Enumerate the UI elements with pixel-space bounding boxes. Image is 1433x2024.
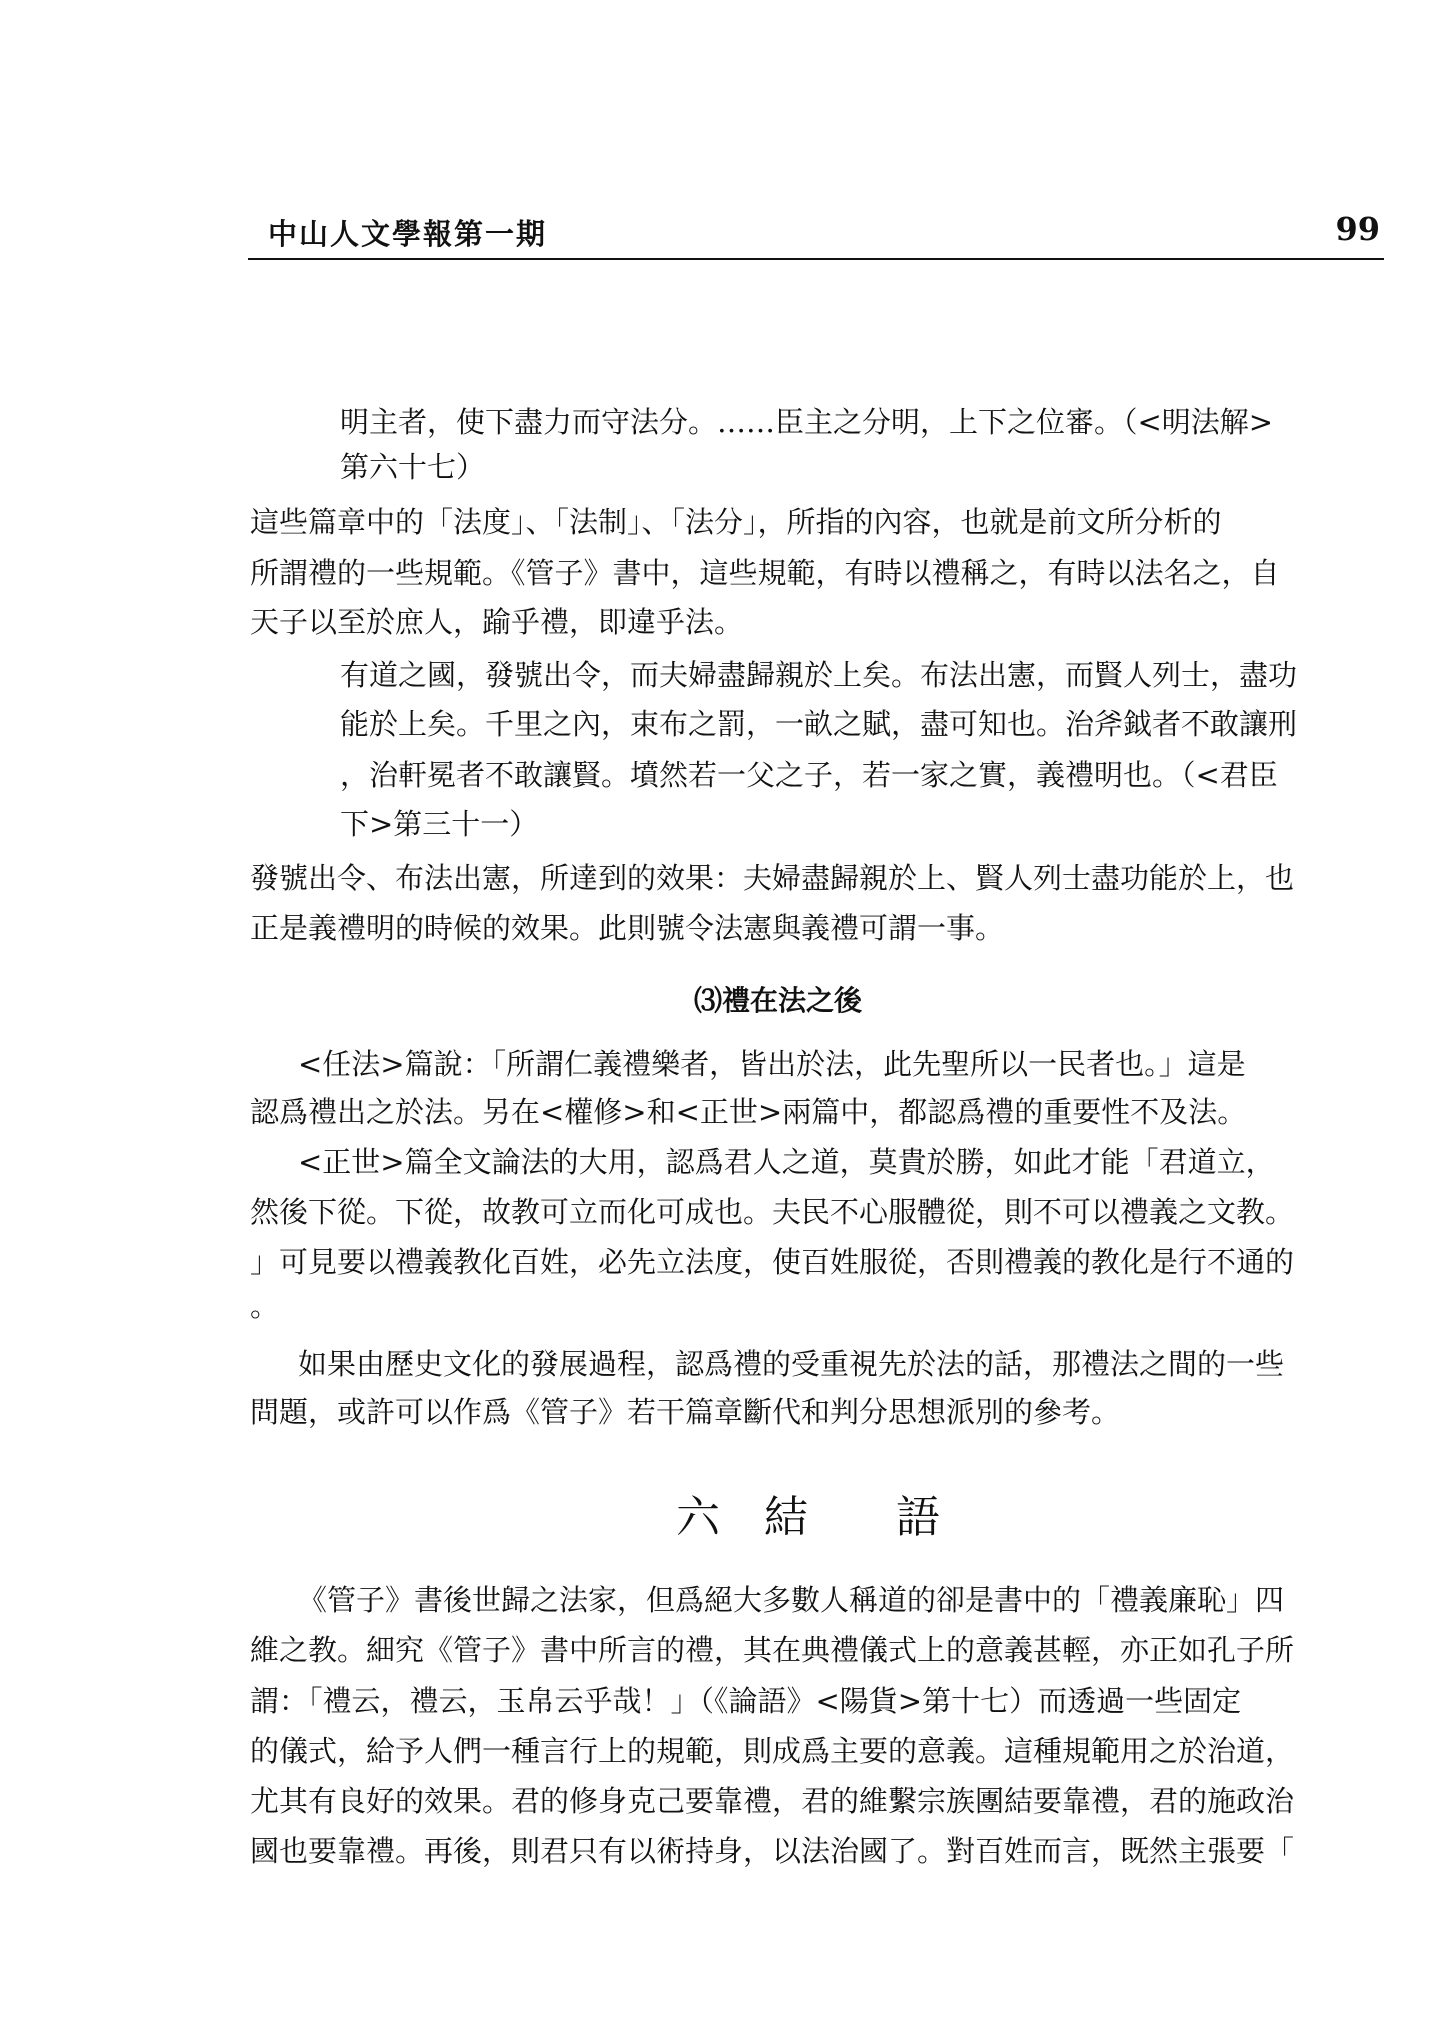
paragraph-line: <任法>篇說：「所謂仁義禮樂者，皆出於法，此先聖所以一民者也。」這是 bbox=[298, 1047, 1246, 1081]
paragraph-line: 的儀式，給予人們一種言行上的規範，則成爲主要的意義。這種規範用之於治道， bbox=[250, 1734, 1295, 1768]
quote-line: 能於上矣。千里之內，束布之罰，一畝之賦，盡可知也。治斧鉞者不敢讓刑 bbox=[340, 707, 1298, 741]
section-title: 六 結 語 bbox=[676, 1492, 940, 1543]
paragraph-line: 這些篇章中的「法度」、「法制」、「法分」，所指的內容，也就是前文所分析的 bbox=[250, 505, 1222, 539]
paragraph-line: 然後下從。下從，故教可立而化可成也。夫民不心服體從，則不可以禮義之文教。 bbox=[250, 1195, 1295, 1229]
paragraph-line: 所謂禮的一些規範。《管子》書中，這些規範，有時以禮稱之，有時以法名之，自 bbox=[250, 556, 1280, 590]
paragraph-line: <正世>篇全文論法的大用，認爲君人之道，莫貴於勝，如此才能「君道立， bbox=[298, 1145, 1275, 1179]
paragraph-line: 正是義禮明的時候的效果。此則號令法憲與義禮可謂一事。 bbox=[250, 911, 1005, 945]
paragraph-line: 謂：「禮云，禮云，玉帛云乎哉！」（《論語》<陽貨>第十七）而透過一些固定 bbox=[250, 1684, 1242, 1718]
paragraph-line: 認爲禮出之於法。另在<權修>和<正世>兩篇中，都認爲禮的重要性不及法。 bbox=[250, 1095, 1247, 1129]
paragraph-line: 問題，或許可以作爲《管子》若干篇章斷代和判分思想派別的參考。 bbox=[250, 1395, 1121, 1429]
quote-line: 有道之國，發號出令，而夫婦盡歸親於上矣。布法出憲，而賢人列士，盡功 bbox=[340, 658, 1298, 692]
quote-line: 下>第三十一） bbox=[340, 807, 539, 841]
running-header bbox=[248, 212, 1384, 260]
subheading: ⑶禮在法之後 bbox=[694, 984, 863, 1017]
quote-line: 明主者，使下盡力而守法分。……臣主之分明，上下之位審。（<明法解> bbox=[340, 405, 1274, 439]
journal-title: 中山人文學報第一期 bbox=[268, 217, 548, 251]
paragraph-line: 發號出令、布法出憲，所達到的效果：夫婦盡歸親於上、賢人列士盡功能於上，也 bbox=[250, 861, 1295, 895]
quote-line: 第六十七） bbox=[340, 450, 486, 484]
paragraph-line: 。 bbox=[250, 1289, 280, 1323]
paragraph-line: 國也要靠禮。再後，則君只有以術持身，以法治國了。對百姓而言，既然主張要「 bbox=[250, 1834, 1295, 1868]
page-number: 99 bbox=[1335, 210, 1380, 248]
paragraph-line: 如果由歷史文化的發展過程，認爲禮的受重視先於法的話，那禮法之間的一些 bbox=[298, 1347, 1285, 1381]
paragraph-line: 尤其有良好的效果。君的修身克己要靠禮，君的維繫宗族團結要靠禮，君的施政治 bbox=[250, 1784, 1295, 1818]
paragraph-line: 」可見要以禮義教化百姓，必先立法度，使百姓服從，否則禮義的教化是行不通的 bbox=[250, 1245, 1295, 1279]
quote-line: ，治軒冕者不敢讓賢。墳然若一父之子，若一家之實，義禮明也。（<君臣 bbox=[340, 758, 1278, 792]
paragraph-line: 天子以至於庶人，踰乎禮，即違乎法。 bbox=[250, 605, 744, 639]
paragraph-line: 維之教。細究《管子》書中所言的禮，其在典禮儀式上的意義甚輕，亦正如孔子所 bbox=[250, 1633, 1295, 1667]
paragraph-line: 《管子》書後世歸之法家，但爲絕大多數人稱道的卻是書中的「禮義廉恥」四 bbox=[298, 1583, 1285, 1617]
